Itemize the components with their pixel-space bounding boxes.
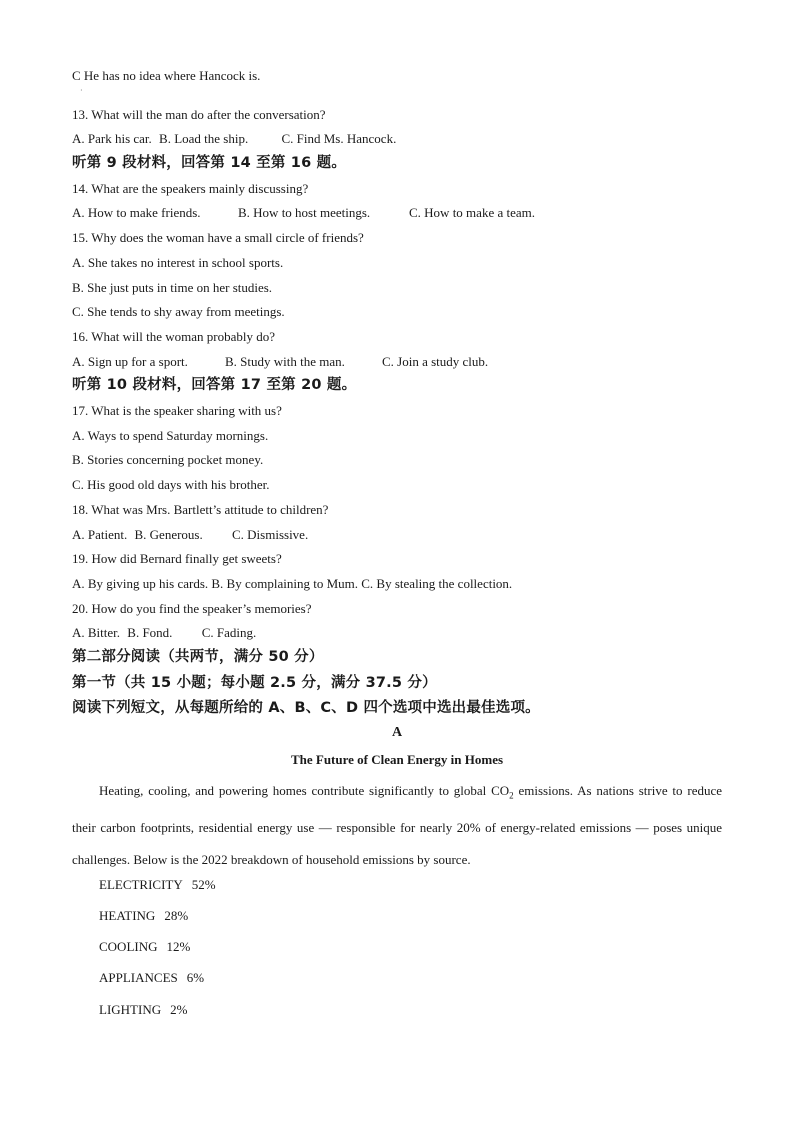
breakdown-value: 52%	[191, 877, 216, 892]
breakdown-row	[99, 1002, 187, 1018]
q17-question: 17. What is the speaker sharing with us?	[72, 403, 282, 418]
q18-options	[72, 527, 308, 543]
breakdown-row	[99, 970, 204, 986]
q16-option-c: C. Join a study club.	[382, 354, 489, 369]
section-9-heading: 听第 9 段材料，回答第 14 至第 16 题。	[72, 155, 347, 171]
section-1-heading: 第一节（共 15 小题；每小题 2.5 分，满分 37.5 分）	[72, 675, 437, 691]
q12-option-c: C He has no idea where Hancock is.	[72, 68, 261, 83]
breakdown-value: 28%	[164, 908, 189, 923]
breakdown-value: 2%	[170, 1002, 188, 1017]
breakdown-value: 12%	[166, 939, 191, 954]
q14-option-a: A. How to make friends.	[72, 205, 201, 220]
breakdown-label: APPLIANCES	[99, 970, 178, 985]
q18-question: 18. What was Mrs. Bartlett’s attitude to children?	[72, 502, 329, 517]
passage-paragraph	[72, 775, 722, 875]
q19-option-b: B. By complaining to Mum.	[211, 576, 359, 591]
q13-options	[72, 131, 396, 147]
part-2-heading: 第二部分阅读（共两节，满分 50 分）	[72, 649, 324, 665]
q15-option-b: B. She just puts in time on her studies.	[72, 280, 273, 295]
q16-question: 16. What will the woman probably do?	[72, 329, 276, 344]
q15-option-c: C. She tends to shy away from meetings.	[72, 304, 285, 319]
breakdown-row	[99, 877, 216, 893]
q20-options	[72, 625, 256, 641]
q20-question: 20. How do you find the speaker’s memories?	[72, 601, 312, 616]
q17-option-c: C. His good old days with his brother.	[72, 477, 270, 492]
breakdown-label: LIGHTING	[99, 1002, 162, 1017]
breakdown-value: 6%	[186, 970, 205, 985]
passage-letter: A	[391, 725, 403, 740]
q20-option-c: C. Fading.	[201, 625, 257, 640]
q16-option-a: A. Sign up for a sport.	[72, 354, 188, 369]
q19-question: 19. How did Bernard finally get sweets?	[72, 551, 282, 566]
q17-option-b: B. Stories concerning pocket money.	[72, 452, 264, 467]
q14-option-b: B. How to host meetings.	[238, 205, 371, 220]
q14-option-c: C. How to make a team.	[409, 205, 535, 220]
breakdown-row	[99, 908, 188, 924]
q19-option-a: A. By giving up his cards.	[72, 576, 209, 591]
q19-options	[72, 576, 512, 592]
q17-option-a: A. Ways to spend Saturday mornings.	[72, 428, 269, 443]
breakdown-label: ELECTRICITY	[99, 877, 183, 892]
section-10-heading: 听第 10 段材料，回答第 17 至第 20 题。	[72, 377, 357, 393]
q20-option-a: A. Bitter.	[72, 625, 121, 640]
q18-option-b: B. Generous.	[134, 527, 203, 542]
passage-title: The Future of Clean Energy in Homes	[290, 752, 504, 767]
breakdown-label: HEATING	[99, 908, 156, 923]
q15-option-a: A. She takes no interest in school sports.	[72, 255, 284, 270]
q16-option-b: B. Study with the man.	[225, 354, 345, 369]
q20-option-b: B. Fond.	[127, 625, 173, 640]
co2-subscript: 2	[509, 790, 514, 801]
q18-option-c: C. Dismissive.	[232, 527, 309, 542]
q15-question: 15. Why does the woman have a small circle of friends?	[72, 230, 364, 245]
q16-options	[72, 354, 488, 370]
reading-instruction: 阅读下列短文，从每题所给的 A、B、C、D 四个选项中选出最佳选项。	[72, 700, 540, 716]
q18-option-a: A. Patient.	[72, 527, 128, 542]
breakdown-label: COOLING	[99, 939, 158, 954]
q14-question: 14. What are the speakers mainly discussing?	[72, 181, 309, 196]
para-rest: emissions. As nations strive to reduce their carbon footprints, residential energy use — responsible for nearly 20% of energy-related emissions — poses unique challenges. Below is the 2022 breakdown of household emissions by source.	[72, 783, 722, 867]
q13-option-c: C. Find Ms. Hancock.	[281, 131, 397, 146]
q13-option-a: A. Park his car.	[72, 131, 152, 146]
stray-dot: ·	[80, 86, 83, 95]
para-start: Heating, cooling, and powering homes contribute significantly to global CO	[99, 783, 510, 798]
q13-question: 13. What will the man do after the conversation?	[72, 107, 326, 122]
q19-option-c: C. By stealing the collection.	[361, 576, 513, 591]
q13-option-b: B. Load the ship.	[159, 131, 249, 146]
q14-options	[72, 205, 535, 221]
breakdown-row	[99, 939, 190, 955]
